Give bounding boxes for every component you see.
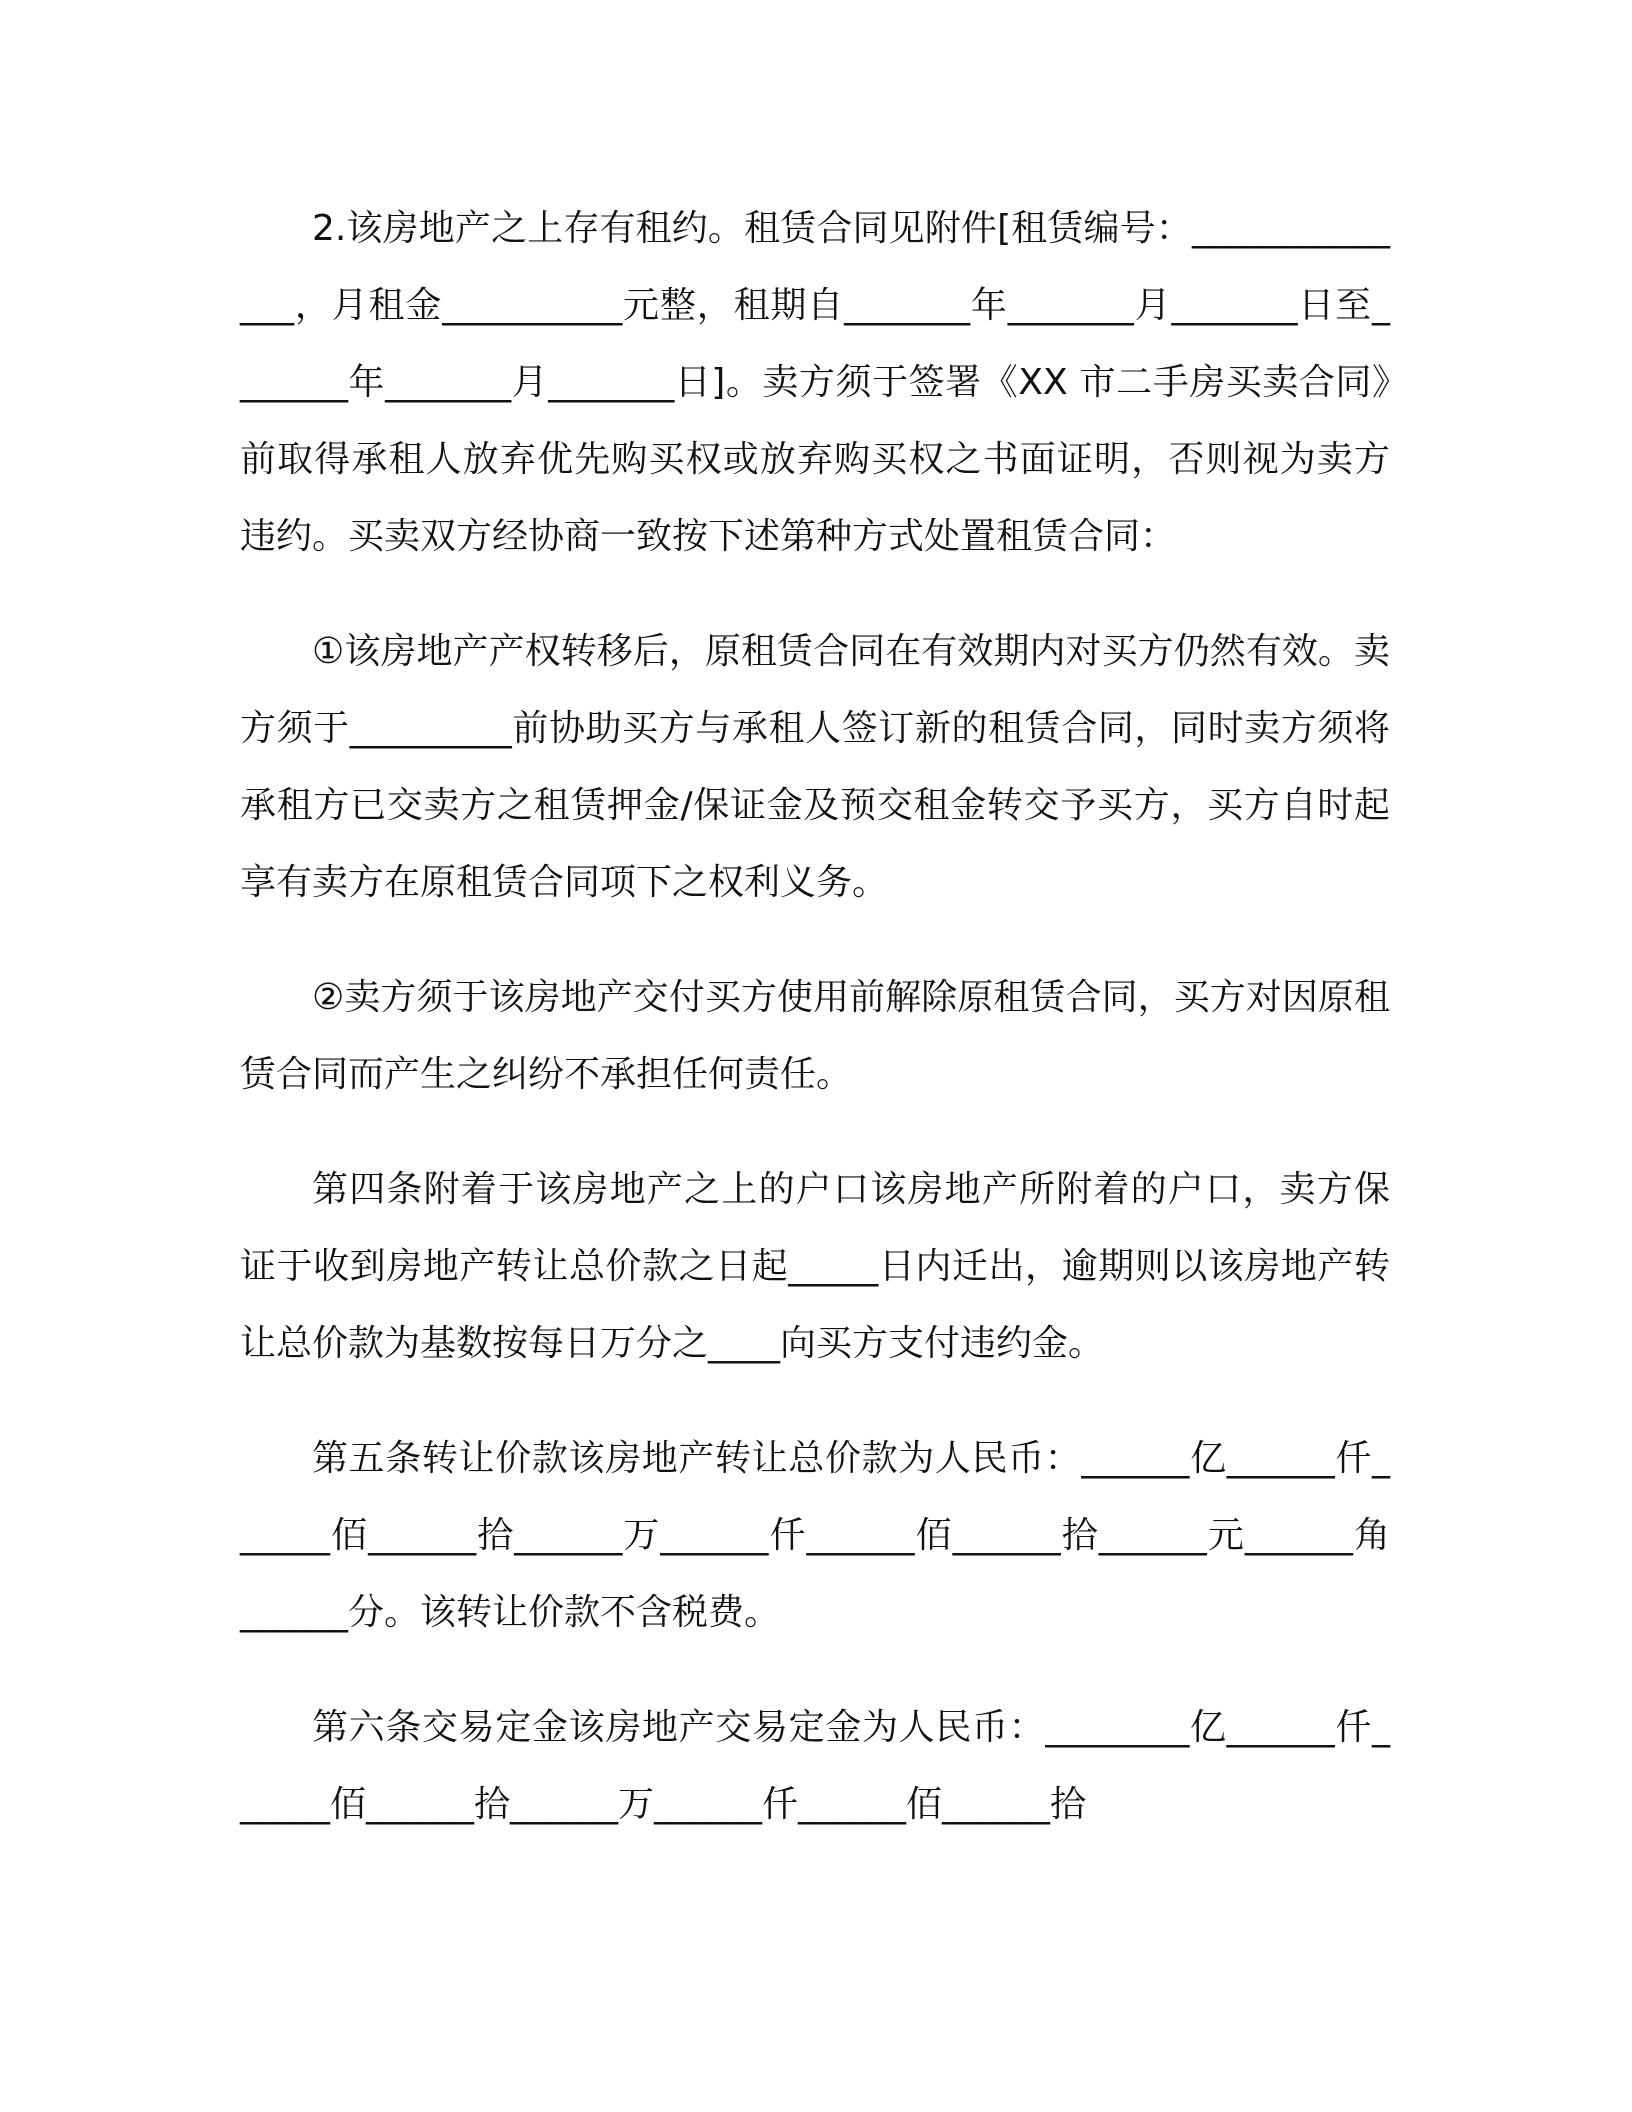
paragraph-article-6: 第六条交易定金该房地产交易定金为人民币：________亿______仟______佰______拾______万______仟______佰______拾 xyxy=(240,1707,1390,1825)
paragraph-lease-clause: 2.该房地产之上存有租约。租赁合同见附件[租赁编号：______________，月租金__________元整，租期自_______年_______月_______日至_______年_______月_______日]。卖方须于签署《XX 市二手房买卖合同》前取得承租人放弃优先购买权或放弃购买权之书面证明，否则视为卖方违约。买卖双方经协商一致按下述第种方式处置租赁合同： xyxy=(240,208,1390,557)
paragraph-option-1: ①该房地产产权转移后，原租赁合同在有效期内对买方仍然有效。卖方须于_________前协助买方与承租人签订新的租赁合同，同时卖方须将承租方已交卖方之租赁押金/保证金及预交租金转交予买方，买方自时起享有卖方在原租赁合同项下之权利义务。 xyxy=(240,631,1390,903)
contract-body xyxy=(240,190,1390,1881)
paragraph-article-4: 第四条附着于该房地产之上的户口该房地产所附着的户口，卖方保证于收到房地产转让总价款之日起_____日内迁出，逾期则以该房地产转让总价款为基数按每日万分之____向买方支付违约金。 xyxy=(240,1169,1390,1364)
paragraph-article-5: 第五条转让价款该房地产转让总价款为人民币：______亿______仟______佰______拾______万______仟______佰______拾______元______角______分。该转让价款不含税费。 xyxy=(240,1438,1391,1633)
paragraph-option-2: ②卖方须于该房地产交付买方使用前解除原租赁合同，买方对因原租赁合同而产生之纠纷不承担任何责任。 xyxy=(240,977,1390,1095)
